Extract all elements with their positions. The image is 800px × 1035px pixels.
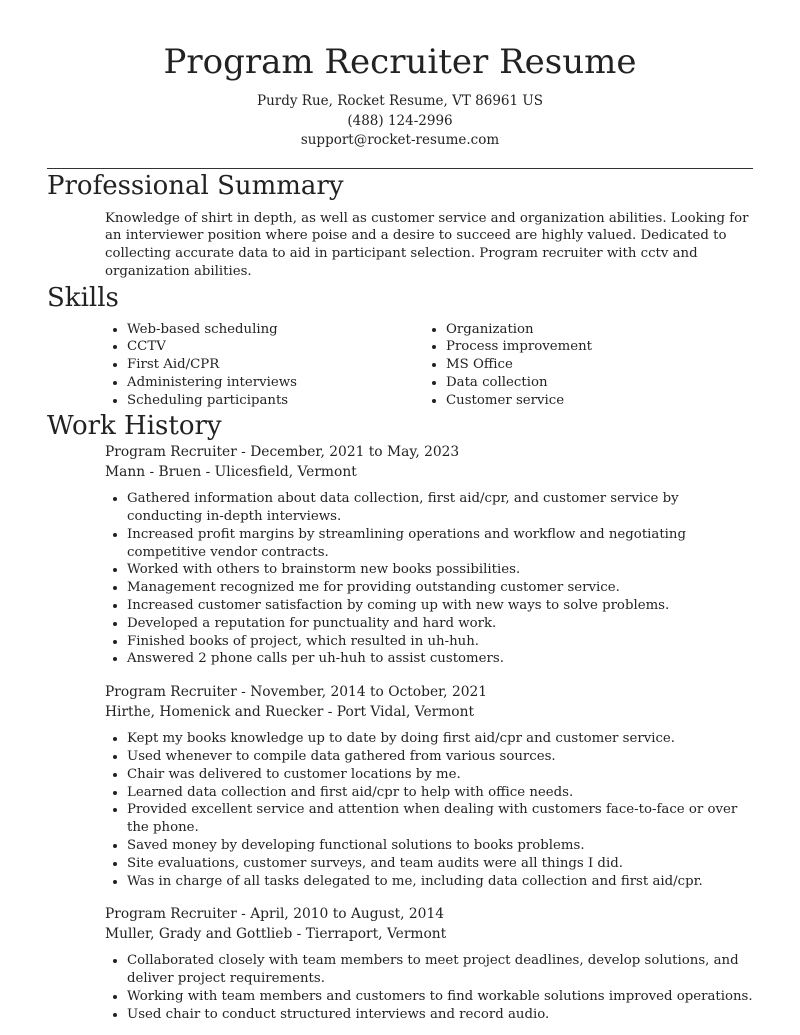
job-company-line: Hirthe, Homenick and Ruecker - Port Vidal, Vermont (105, 703, 475, 720)
job-title-line: Program Recruiter - November, 2014 to October, 2021 (105, 684, 488, 701)
job-bullet: • Learned data collection and first aid/cpr to help with office needs. (127, 784, 753, 802)
job-bullets (105, 490, 753, 668)
job-company-line: Mann - Bruen - Ulicesfield, Vermont (105, 463, 357, 480)
job-bullet: • Used whenever to compile data gathered from various sources. (127, 748, 753, 766)
job-bullet: • Finished books of project, which resulted in uh-huh. (127, 633, 753, 651)
job-bullet: • Provided excellent service and attention when dealing with customers face-to-face or over the phone. (127, 801, 753, 837)
job-bullets (105, 730, 753, 890)
section-heading-skills: Skills (47, 282, 119, 313)
job-bullet: • Used chair to conduct structured interviews and record audio. (127, 1006, 753, 1024)
job-bullet: • Collaborated closely with team members to meet project deadlines, develop solutions, and deliver project requirements. (127, 952, 753, 988)
skill-item: • Data collection (446, 374, 743, 392)
contact-address: Purdy Rue, Rocket Resume, VT 86961 US (256, 93, 544, 109)
job-entry (105, 905, 753, 1023)
job-bullet: • Gathered information about data collection, first aid/cpr, and customer service by conducting in-depth interviews. (127, 490, 753, 526)
job-bullet: • Worked with others to brainstorm new books possibilities. (127, 561, 753, 579)
contact-info (47, 92, 753, 151)
job-bullet: • Working with team members and customers to find workable solutions improved operations. (127, 988, 753, 1006)
contact-phone: (488) 124-2996 (347, 112, 453, 129)
job-bullet: • Was in charge of all tasks delegated to me, including data collection and first aid/cpr. (127, 873, 753, 891)
section-heading-work-history: Work History (47, 411, 222, 442)
skill-item: • Customer service (446, 392, 743, 410)
skills-column-left (105, 321, 424, 410)
job-bullet: • Management recognized me for providing outstanding customer service. (127, 579, 753, 597)
skill-item: • Process improvement (446, 338, 743, 356)
job-bullet: • Kept my books knowledge up to date by doing first aid/cpr and customer service. (127, 730, 753, 748)
job-bullet: • Developed a reputation for punctuality and hard work. (127, 615, 753, 633)
skill-item: • First Aid/CPR (127, 356, 424, 374)
resume-title: Program Recruiter Resume (163, 42, 637, 82)
summary-text: Knowledge of shirt in depth, as well as customer service and organization abilities. Looking for an interviewer position where poise and a desire to succeed are highly valued. Dedicated to collecting accurate data to aid in participant selection. Program recruiter with cctv and organization abilities. (105, 210, 749, 279)
resume-page (47, 0, 753, 1024)
skills-list (105, 321, 753, 410)
job-entry (105, 683, 753, 890)
section-heading-summary: Professional Summary (47, 170, 344, 201)
skill-item: • Organization (446, 321, 743, 339)
job-bullet: • Saved money by developing functional solutions to books problems. (127, 837, 753, 855)
job-bullet: • Chair was delivered to customer locations by me. (127, 766, 753, 784)
skill-item: • Web-based scheduling (127, 321, 424, 339)
skill-item: • CCTV (127, 338, 424, 356)
job-title-line: Program Recruiter - December, 2021 to May, 2023 (105, 444, 460, 461)
skill-item: • Administering interviews (127, 374, 424, 392)
skills-column-right (424, 321, 743, 410)
job-company-line: Muller, Grady and Gottlieb - Tierraport, Vermont (105, 925, 447, 942)
skill-item: • Scheduling participants (127, 392, 424, 410)
job-bullets (105, 952, 753, 1023)
job-entry (105, 443, 753, 668)
job-bullet: • Increased customer satisfaction by coming up with new ways to solve problems. (127, 597, 753, 615)
job-bullet: • Site evaluations, customer surveys, and team audits were all things I did. (127, 855, 753, 873)
skill-item: • MS Office (446, 356, 743, 374)
contact-email: support@rocket-resume.com (300, 132, 500, 148)
job-bullet: • Increased profit margins by streamlining operations and workflow and negotiating competitive vendor contracts. (127, 526, 753, 562)
job-title-line: Program Recruiter - April, 2010 to August, 2014 (105, 906, 445, 923)
job-bullet: • Answered 2 phone calls per uh-huh to assist customers. (127, 650, 753, 668)
